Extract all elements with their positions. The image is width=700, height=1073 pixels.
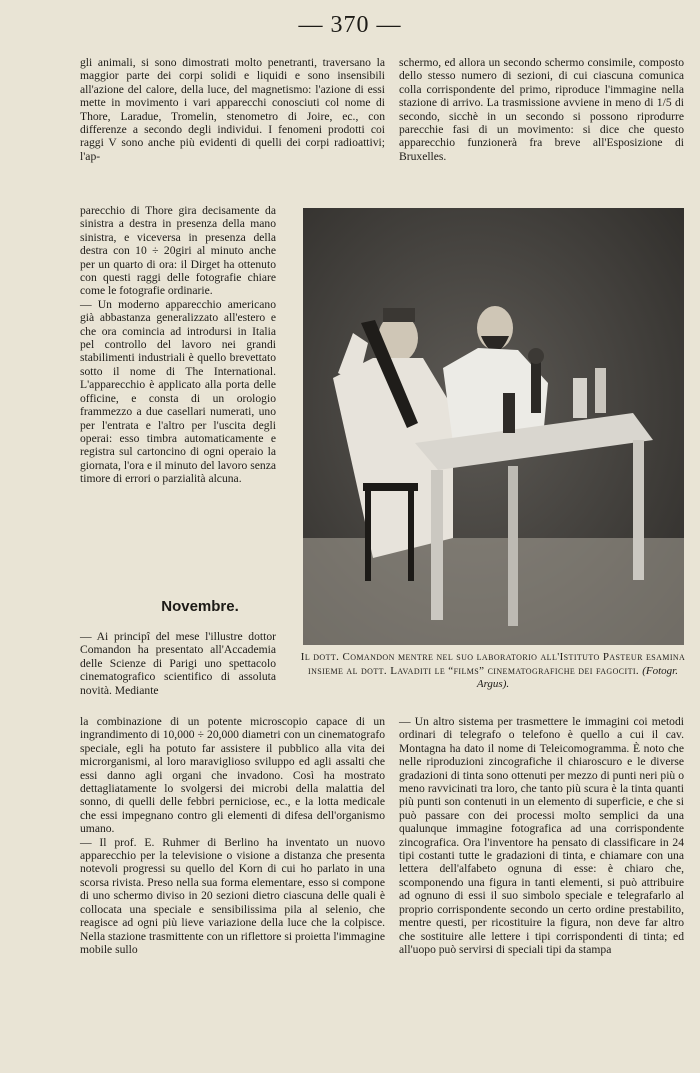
left-column-narrow-text: parecchio di Thore gira decisamente da sinistra a destra in presenza della mano sinistra, e viceversa in presenza della destra con 10 ÷ 20giri al minuto anche per un quarto di ora: il Dirget ha ottenuto con questi raggi delle fotografie chiare come le fotografie ordinarie. — Un moderno apparecchio americano già abbastanza generalizzato all'estero e che ora comincia ad introdursi in Italia pel controllo del lavoro nei grandi stabilimenti industriali è quello brevettato sotto il nome di The International. L'apparecchio è applicato alla porta delle officine, e consta di un orologio frammezzo a due casellari numerati, uno per l'entrata e l'altro per l'uscita degli operai: esso timbra automaticamente e registra sul cartoncino di ogni operaio la giornata, l'ora e il minuto del lavoro senza timore di errori o parzialità alcuna.: [80, 204, 276, 486]
photo-caption: [297, 651, 689, 692]
section-heading-novembre: Novembre.: [161, 598, 239, 615]
right-column-bottom-text: — Un altro sistema per trasmettere le immagini coi metodi ordinari di telegrafo o telefono è quello a cui il cav. Montagna ha dato il nome di Teleicomogramma. È noto che nelle riproduzioni zincografiche il chiaroscuro e le diverse gradazioni di tinta sono ottenuti per mezzo di punti neri più o meno ravvicinati tra loro, che tanto più scura è la tinta quanti più punti son contenuti in un elemento di superficie, e che si può passare con dei processi molto semplici da una qualunque immagine fotografica ad una corrispondente zincografica. Ora l'inventore ha pensato di classificare in 24 tipi costanti tutte le gradazioni di tinta, e chiamare con una lettera dell'alfabeto ognuna di esse: è chiaro che, scomponendo una figura in tanti elementi, si può attribuire ad ognuno di essi il suo simbolo speciale e telegrafarlo al proprio corrispondente secondo un certo ordine prestabilito, mentre questi, per ricostituire la figura, non deve far altro che sostituire alle lettere i tipi corrispondenti di tinta; ed all'uopo può servirsi di speciali tipi da stampa: [399, 715, 684, 956]
caption-text: Il dott. Comandon mentre nel suo laboratorio all'Istituto Pasteur esamina insieme al dott. Lavaditi le “films” cinematografiche dei fagociti.: [300, 651, 686, 677]
page-number: — 370 —: [298, 12, 402, 38]
laboratory-photograph: [303, 208, 684, 645]
caption-source: (Fotogr. Argus).: [476, 664, 678, 690]
left-column-top-text: gli animali, si sono dimostrati molto penetranti, traversano la maggior parte dei corpi solidi e liquidi e sono insensibili all'azione del calore, della luce, del magnetismo: l'azione di essi mette in movimento i vari apparecchi conosciuti col nome di Thore, Laradue, Tromelin, stenometro di Joire, ec., con differenze a secondo degli individui. I fenomeni prodotti coi raggi V sono anche più evidenti di quelli dei corpi radioattivi; l'ap-: [80, 56, 385, 163]
right-column-top-text: schermo, ed allora un secondo schermo consimile, composto dello stesso numero di sezioni, di cui ciascuna comunica colla corrispondente del primo, riproduce l'immagine nella stazione di arrivo. La trasmissione avviene in meno di 1/5 di secondo, sicchè in un secondo si possono riprodurre parecchie fasi di un movimento: si dice che questo apparecchio funzionerà fra breve all'Esposizione di Bruxelles.: [399, 56, 684, 163]
left-column-bottom-text: la combinazione di un potente microscopio capace di un ingrandimento di 10,000 ÷ 20,000 diametri con un cinematografo speciale, egli ha potuto far assistere il pubblico alla vita dei microrganismi, al loro maraviglioso sviluppo ed agli assalti che essi danno agli organi che invadono. Così ha mostrato dettagliatamente lo svolgersi dei microbi della malattia del sonno, di quelli delle febbri perniciose, ec., e la lotta medicale che essi impegnano contro gli elementi di difesa dell'organismo umano. — Il prof. E. Ruhmer di Berlino ha inventato un nuovo apparecchio per la televisione o visione a distanza che presenta notevoli progressi su quello del Korn di cui ho parlato in una scorsa rivista. Preso nella sua forma elementare, esso si compone di uno schermo diviso in 20 sezioni dietro ciascuna delle quali è collocata una speciale e sensibilissima pila al selenio, che reagisce ad ogni più lieve variazione della luce che la colpisce. Nella stazione trasmittente con un riflettore si proietta l'immagine mobile sullo: [80, 715, 385, 956]
photo-illustration: [303, 208, 684, 645]
left-column-mid-text: — Ai principî del mese l'illustre dottor Comandon ha presentato all'Accademia delle Scienze di Parigi uno spettacolo cinematografico scientifico di assoluta novità. Mediante: [80, 630, 276, 697]
